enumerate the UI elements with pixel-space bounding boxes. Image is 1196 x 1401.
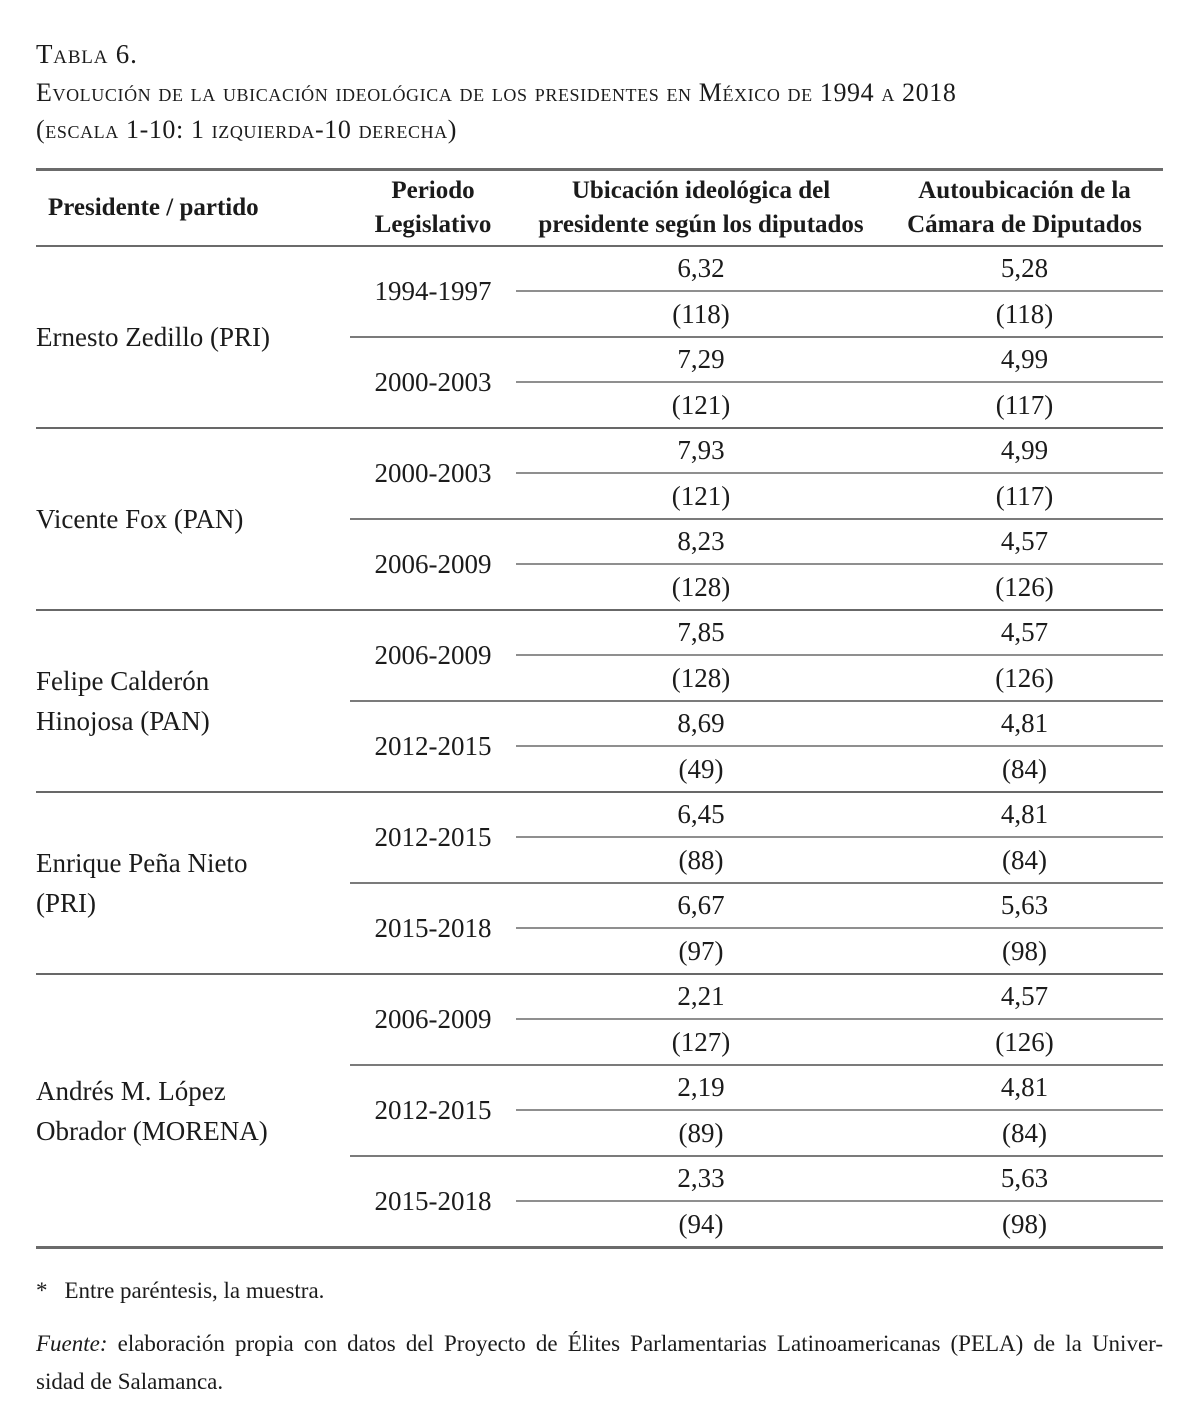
president-name-line: Obrador (MORENA) bbox=[36, 1115, 268, 1146]
chamber-sample-cell: (117) bbox=[886, 473, 1163, 519]
source-label: Fuente: bbox=[36, 1331, 108, 1356]
president-name-line: Ernesto Zedillo (PRI) bbox=[36, 322, 270, 352]
president-score-cell: 6,45 bbox=[516, 792, 886, 837]
period-cell: 2000-2003 bbox=[350, 428, 516, 519]
chamber-sample-cell: (84) bbox=[886, 746, 1163, 792]
president-score-cell: 2,33 bbox=[516, 1156, 886, 1201]
president-cell bbox=[36, 974, 350, 1248]
president-score-cell: 2,19 bbox=[516, 1065, 886, 1110]
column-header-presidente: Presidente / partido bbox=[36, 170, 350, 247]
table-header bbox=[36, 170, 1163, 247]
period-cell: 2015-2018 bbox=[374, 1186, 492, 1216]
president-sample-cell: (97) bbox=[516, 928, 886, 974]
period-cell: 2006-2009 bbox=[350, 519, 516, 610]
chamber-score-cell: 4,81 bbox=[886, 701, 1163, 746]
source-line1 bbox=[36, 1325, 1163, 1363]
table-title-line2: (escala 1-10: 1 izquierda-10 derecha) bbox=[36, 115, 458, 144]
footnote-text: Entre paréntesis, la muestra. bbox=[64, 1278, 325, 1303]
chamber-score-cell: 5,28 bbox=[886, 246, 1163, 291]
chamber-score-cell: 4,57 bbox=[886, 610, 1163, 655]
chamber-sample-cell: (126) bbox=[886, 1019, 1163, 1065]
table-number: Tabla 6. bbox=[36, 39, 138, 69]
column-header-autoubicacion: Autoubicación de la Cámara de Diputados bbox=[886, 170, 1163, 247]
president-name-line: Felipe Calderón bbox=[36, 666, 210, 696]
president-sample-cell: (121) bbox=[516, 473, 886, 519]
column-header-ubicacion: Ubicación ideológica del presidente según los diputados bbox=[516, 170, 886, 247]
president-name-line: Vicente Fox (PAN) bbox=[36, 504, 244, 534]
period-cell: 2006-2009 bbox=[350, 974, 516, 1065]
president-sample-cell: (118) bbox=[516, 291, 886, 337]
president-name-line: (PRI) bbox=[36, 888, 96, 918]
president-sample-cell: (128) bbox=[516, 564, 886, 610]
chamber-sample-cell: (118) bbox=[886, 291, 1163, 337]
period-cell: 2012-2015 bbox=[350, 701, 516, 792]
period-cell: 2015-2018 bbox=[350, 883, 516, 974]
source-note bbox=[36, 1325, 1163, 1401]
chamber-score-cell: 4,99 bbox=[886, 428, 1163, 473]
period-cell: 1994-1997 bbox=[350, 246, 516, 337]
chamber-score-cell: 4,57 bbox=[886, 519, 1163, 564]
president-sample-cell: (88) bbox=[516, 837, 886, 883]
source-line1-text: elaboración propia con datos del Proyecto de Élites Parlamentarias Latinoamericanas (PELA) de la Univer- bbox=[117, 1331, 1164, 1356]
table-row bbox=[36, 246, 1163, 291]
president-score-cell: 8,23 bbox=[516, 519, 886, 564]
column-header-periodo: Periodo Legislativo bbox=[350, 170, 516, 247]
chamber-score-cell: 4,57 bbox=[886, 974, 1163, 1019]
table-row bbox=[36, 974, 1163, 1019]
source-line2: sidad de Salamanca. bbox=[36, 1369, 224, 1394]
president-sample-cell: (49) bbox=[516, 746, 886, 792]
period-cell: 2000-2003 bbox=[350, 337, 516, 428]
president-cell bbox=[36, 246, 350, 428]
period-cell: 2012-2015 bbox=[350, 792, 516, 883]
ideology-table bbox=[36, 168, 1163, 1249]
president-score-cell: 6,32 bbox=[516, 246, 886, 291]
president-sample-cell: (127) bbox=[516, 1019, 886, 1065]
chamber-score-cell: 5,63 bbox=[886, 883, 1163, 928]
footnote-marker: * bbox=[36, 1278, 48, 1303]
chamber-sample-cell: (98) bbox=[886, 928, 1163, 974]
president-sample-cell: (94) bbox=[678, 1208, 724, 1239]
chamber-sample-cell: (98) bbox=[1002, 1208, 1047, 1239]
president-score-cell: 8,69 bbox=[516, 701, 886, 746]
president-score-cell: 7,93 bbox=[516, 428, 886, 473]
table-body bbox=[36, 246, 1163, 1248]
president-sample-cell: (121) bbox=[516, 382, 886, 428]
chamber-sample-cell: (84) bbox=[886, 837, 1163, 883]
chamber-score-cell: 4,81 bbox=[886, 1065, 1163, 1110]
chamber-sample-cell: (84) bbox=[886, 1110, 1163, 1156]
table-title-line1: Evolución de la ubicación ideológica de los presidentes en México de 1994 a 2018 bbox=[36, 78, 957, 107]
chamber-score-cell: 4,81 bbox=[886, 792, 1163, 837]
table-row bbox=[36, 428, 1163, 473]
president-cell bbox=[36, 792, 350, 974]
president-name-line: Andrés M. López bbox=[36, 1075, 226, 1106]
chamber-sample-cell: (126) bbox=[886, 655, 1163, 701]
president-name-line: Hinojosa (PAN) bbox=[36, 706, 210, 736]
president-sample-cell: (89) bbox=[516, 1110, 886, 1156]
footnote bbox=[36, 1275, 1163, 1307]
chamber-score-cell: 5,63 bbox=[886, 1156, 1163, 1201]
chamber-sample-cell: (126) bbox=[886, 564, 1163, 610]
president-name-line: Enrique Peña Nieto bbox=[36, 848, 248, 878]
table-row bbox=[36, 610, 1163, 655]
president-score-cell: 6,67 bbox=[516, 883, 886, 928]
president-score-cell: 7,85 bbox=[516, 610, 886, 655]
period-cell: 2006-2009 bbox=[350, 610, 516, 701]
president-score-cell: 2,21 bbox=[516, 974, 886, 1019]
header-row bbox=[36, 170, 1163, 247]
chamber-sample-cell: (117) bbox=[886, 382, 1163, 428]
president-sample-cell: (128) bbox=[516, 655, 886, 701]
period-cell: 2012-2015 bbox=[350, 1065, 516, 1156]
president-cell bbox=[36, 428, 350, 610]
president-score-cell: 7,29 bbox=[516, 337, 886, 382]
president-cell bbox=[36, 610, 350, 792]
chamber-score-cell: 4,99 bbox=[886, 337, 1163, 382]
table-row bbox=[36, 792, 1163, 837]
